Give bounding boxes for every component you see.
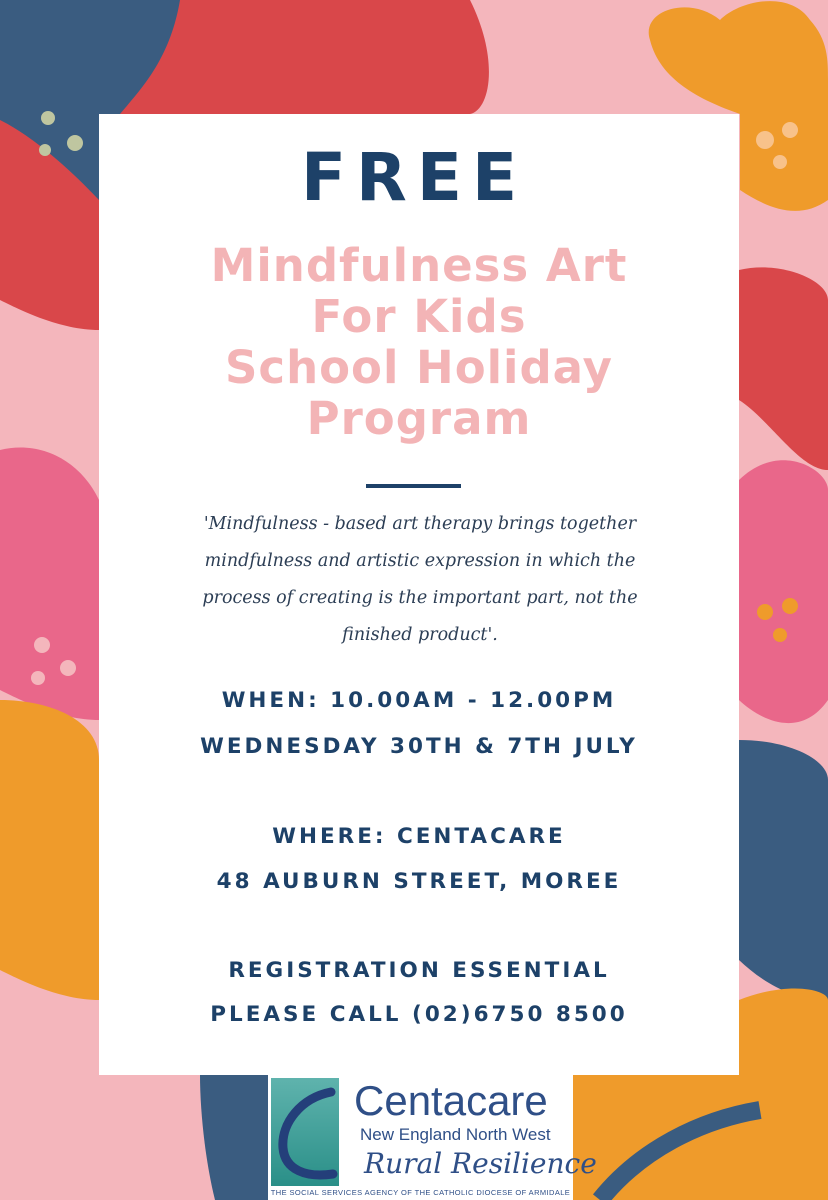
title-line: For Kids: [311, 290, 527, 343]
blue-blob-right: [739, 740, 828, 1000]
title-line: Program: [306, 392, 532, 445]
pink-flower-left: [0, 447, 99, 720]
centacare-c-icon: [271, 1078, 339, 1186]
title-line: Mindfulness Art: [210, 239, 628, 292]
orange-blob-left: [0, 700, 99, 1000]
divider: [366, 484, 461, 488]
logo-name: Centacare: [354, 1077, 548, 1124]
centacare-logo: [268, 1075, 597, 1200]
free-heading: FREE: [300, 139, 528, 216]
when-time: WHEN: 10.00AM - 12.00PM: [221, 688, 617, 713]
pink-flower-right: [739, 460, 828, 723]
when-dates: WEDNESDAY 30TH & 7TH JULY: [200, 734, 638, 759]
logo-agency: THE SOCIAL SERVICES AGENCY OF THE CATHOLIC DIOCESE OF ARMIDALE: [270, 1188, 571, 1197]
quote-text: 'Mindfulness - based art therapy brings together mindfulness and artistic expression in which the process of creating is the important part, not the finished product'.: [202, 514, 638, 645]
title-line: School Holiday: [225, 341, 613, 394]
logo-program: Rural Resilience: [364, 1147, 597, 1180]
registration-phone: PLEASE CALL (02)6750 8500: [210, 1002, 628, 1027]
where-address: 48 AUBURN STREET, MOREE: [216, 869, 622, 894]
registration-note: REGISTRATION ESSENTIAL: [228, 958, 610, 983]
event-title: [99, 240, 739, 444]
logo-region: New England North West: [360, 1125, 551, 1144]
where-venue: WHERE: CENTACARE: [272, 824, 566, 849]
